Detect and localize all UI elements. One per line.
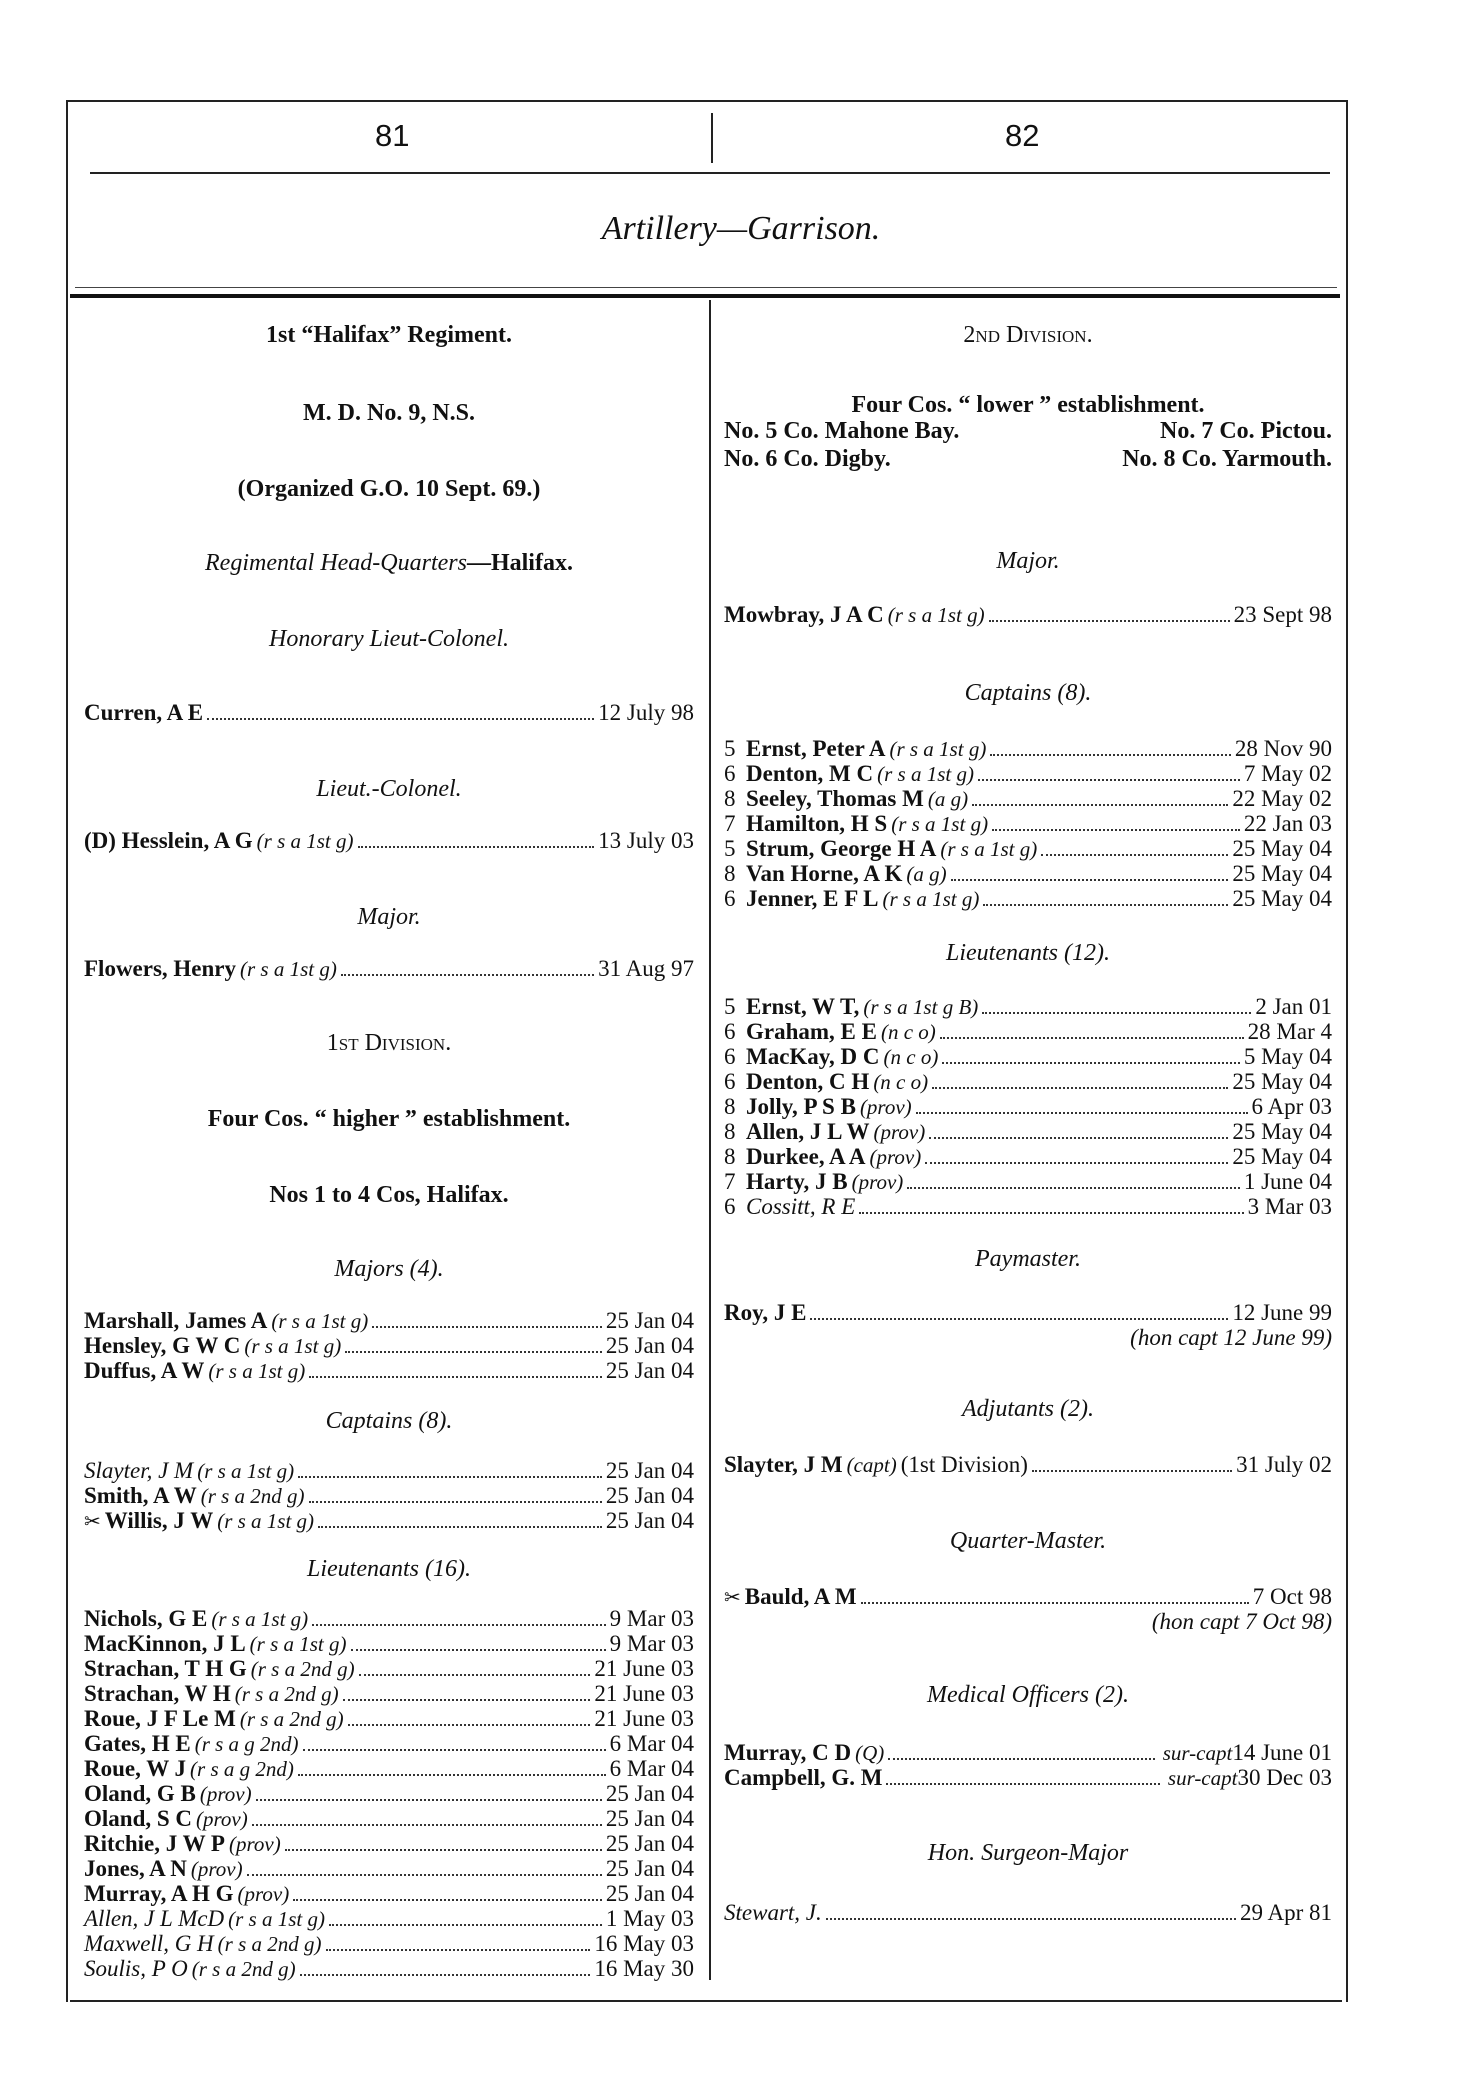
- hon-surgeon-heading: Hon. Surgeon-Major: [927, 1840, 1129, 1866]
- entry-note: (r s a 1st g): [244, 1334, 342, 1358]
- entry-date: 21 June 03: [594, 1681, 694, 1706]
- entry-leader: [942, 1061, 1240, 1064]
- entry-date: 25 Jan 04: [605, 1458, 694, 1483]
- entry-note: (r s a 1st g): [217, 1509, 315, 1533]
- division-establishment: Four Cos. “ higher ” establishment.: [207, 1106, 571, 1132]
- entry-leader: [886, 1782, 1159, 1785]
- entry-note: (r s a 2nd g): [234, 1682, 339, 1706]
- entry-name: Ernst, W T,: [746, 994, 860, 1019]
- entry-company: 5: [724, 994, 736, 1019]
- entry-note: (prov): [873, 1120, 926, 1144]
- entry-name: Nichols, G E: [84, 1606, 208, 1631]
- entry-leader: [940, 1036, 1244, 1039]
- list-item: [84, 1931, 694, 1956]
- major-2-entry: Mowbray, J A C (r s a 1st g) 23 Sept 98: [724, 602, 1332, 627]
- entry-name: Seeley, Thomas M: [746, 786, 924, 811]
- entry-date: 21 June 03: [594, 1656, 694, 1681]
- majors-list: [84, 1308, 694, 1383]
- entry-name: Marshall, James A: [84, 1308, 268, 1333]
- paymaster-entry: Roy, J E 12 June 99 (hon capt 12 June 99): [724, 1300, 1332, 1350]
- entry-date: 25 May 04: [1232, 861, 1332, 886]
- entry-leader: [990, 753, 1231, 756]
- list-item: [84, 1656, 694, 1681]
- entry-company: 8: [724, 1094, 736, 1119]
- list-item: [724, 1044, 1332, 1069]
- entry-name: Graham, E E: [746, 1019, 877, 1044]
- title-rule-thin: [75, 287, 1337, 288]
- lt-col-heading: Lieut.-Colonel.: [316, 776, 462, 802]
- entry-name: Ernst, Peter A: [746, 736, 886, 761]
- paymaster-sub: (hon capt 12 June 99): [1130, 1325, 1332, 1350]
- entry-company: 6: [724, 1194, 736, 1219]
- entry-name: Cossitt, R E: [746, 1194, 856, 1219]
- list-item: [84, 1756, 694, 1781]
- entry-leader: [329, 1923, 602, 1926]
- entry-leader: [247, 1873, 602, 1876]
- entry-name: Slayter, J M: [84, 1458, 194, 1483]
- entry-date: 25 Jan 04: [605, 1333, 694, 1358]
- entry-company: 7: [724, 811, 736, 836]
- list-item: [84, 1806, 694, 1831]
- entry-date: 25 Jan 04: [605, 1831, 694, 1856]
- entry-date: 25 Jan 04: [605, 1881, 694, 1906]
- list-item: [84, 1458, 694, 1483]
- list-item: [84, 1333, 694, 1358]
- lt-col-entry: (D) Hesslein, A G (r s a 1st g) 13 July 03: [84, 828, 694, 853]
- entry-name: Jenner, E F L: [746, 886, 879, 911]
- entry-company: 7: [724, 1169, 736, 1194]
- entry-date: 25 Jan 04: [605, 1856, 694, 1881]
- list-item: [724, 1740, 1332, 1765]
- captains-list: [84, 1458, 694, 1533]
- lieutenants-list: [84, 1606, 694, 1981]
- entry-date: 25 Jan 04: [605, 1781, 694, 1806]
- entry-leader: [372, 1325, 602, 1328]
- entry-date: 6 Mar 04: [609, 1731, 694, 1756]
- entry-date: 6 Apr 03: [1251, 1094, 1332, 1119]
- entry-company: 8: [724, 861, 736, 886]
- entry-date: 9 Mar 03: [609, 1631, 694, 1656]
- entry-note: (n c o): [883, 1045, 939, 1069]
- entry-name: Harty, J B: [746, 1169, 848, 1194]
- entry-note: (r s a 1st g): [940, 837, 1038, 861]
- list-item: [84, 1906, 694, 1931]
- entry-company: 6: [724, 1044, 736, 1069]
- entry-leader: [293, 1898, 602, 1901]
- column-divider: [709, 300, 711, 1980]
- entry-date: 25 Jan 04: [605, 1806, 694, 1831]
- entry-leader: [929, 1136, 1228, 1139]
- hq-line: [84, 550, 694, 577]
- division-cos: Nos 1 to 4 Cos, Halifax.: [269, 1182, 509, 1208]
- entry-name: Murray, C D: [724, 1740, 852, 1765]
- entry-leader: [309, 1500, 602, 1503]
- list-item: [724, 1169, 1332, 1194]
- entry-date: 25 Jan 04: [605, 1508, 694, 1533]
- entry-date: 5 May 04: [1243, 1044, 1332, 1069]
- entry-note: (prov): [237, 1882, 290, 1906]
- list-item: [724, 836, 1332, 861]
- hq-place: —Halifax.: [466, 550, 573, 576]
- entry-date: 21 June 03: [594, 1706, 694, 1731]
- entry-name: Willis, J W: [104, 1508, 214, 1533]
- entry-date: 25 May 04: [1232, 836, 1332, 861]
- entry-note: (r s a 2nd g): [191, 1957, 296, 1981]
- entry-leader: [303, 1748, 606, 1751]
- entry-date: 1 May 03: [605, 1906, 694, 1931]
- hon-lt-col-heading: Honorary Lieut-Colonel.: [269, 626, 509, 652]
- entry-leader: [298, 1475, 602, 1478]
- major-heading: Major.: [357, 904, 421, 930]
- entry-name: Van Horne, A K: [746, 861, 903, 886]
- page-number-left: 81: [375, 118, 410, 153]
- entry-note: (n c o): [880, 1020, 936, 1044]
- scissors-icon: ✂: [724, 1587, 741, 1609]
- captains-2-list: [724, 736, 1332, 911]
- entry-note: (r s a 1st g): [249, 1632, 347, 1656]
- list-item: [84, 1508, 694, 1533]
- adjutants-heading: Adjutants (2).: [962, 1396, 1094, 1422]
- list-item: [84, 1606, 694, 1631]
- entry-name: Hensley, G W C: [84, 1333, 241, 1358]
- scissors-icon: ✂: [84, 1511, 101, 1533]
- entry-name: Maxwell, G H: [84, 1931, 214, 1956]
- entry-leader: [992, 828, 1240, 831]
- entry-note: (prov): [228, 1832, 281, 1856]
- entry-date: 30 Dec 03: [1237, 1765, 1332, 1790]
- entry-company: 5: [724, 736, 736, 761]
- entry-date: 3 Mar 03: [1247, 1194, 1332, 1219]
- entry-name: Jolly, P S B: [746, 1094, 856, 1119]
- list-item: [724, 1194, 1332, 1219]
- cos-line-1: No. 5 Co. Mahone Bay. No. 7 Co. Pictou.: [724, 418, 1332, 444]
- entry-note: (r s a 1st g): [197, 1459, 295, 1483]
- entry-leader: [343, 1698, 591, 1701]
- entry-date: 25 May 04: [1232, 886, 1332, 911]
- entry-note: (r s a 2nd g): [217, 1932, 322, 1956]
- page-number-divider: [711, 113, 713, 163]
- entry-name: Roue, W J: [84, 1756, 187, 1781]
- list-item: [84, 1483, 694, 1508]
- entry-note: (prov): [851, 1170, 904, 1194]
- majors-heading: Majors (4).: [334, 1256, 444, 1282]
- entry-date: 25 Jan 04: [605, 1483, 694, 1508]
- entry-leader: [1041, 853, 1228, 856]
- list-item: [724, 886, 1332, 911]
- entry-date: 22 May 02: [1232, 786, 1332, 811]
- list-item: [724, 736, 1332, 761]
- major-entry: Flowers, Henry (r s a 1st g) 31 Aug 97: [84, 956, 694, 981]
- entry-name: Strachan, T H G: [84, 1656, 247, 1681]
- entry-note: (prov): [859, 1095, 912, 1119]
- entry-date: 16 May 30: [594, 1956, 694, 1981]
- list-item: [84, 1781, 694, 1806]
- entry-name: Allen, J L McD: [84, 1906, 225, 1931]
- entry-name: Campbell, G. M: [724, 1765, 883, 1790]
- adjutant-entry: Slayter, J M (capt) (1st Division) 31 July 02: [724, 1452, 1332, 1477]
- entry-leader: [318, 1525, 602, 1528]
- entry-note: (r s a 2nd g): [239, 1707, 344, 1731]
- list-item: [84, 1706, 694, 1731]
- entry-date: 28 Mar 4: [1247, 1019, 1332, 1044]
- entry-date: 2 Jan 01: [1255, 994, 1332, 1019]
- list-item: [84, 1731, 694, 1756]
- entry-note: (prov): [190, 1857, 243, 1881]
- cos-line-2: No. 6 Co. Digby. No. 8 Co. Yarmouth.: [724, 446, 1332, 472]
- entry-name: Allen, J L W: [746, 1119, 870, 1144]
- list-item: [84, 1956, 694, 1981]
- list-item: [724, 861, 1332, 886]
- regiment-title: 1st “Halifax” Regiment.: [266, 322, 512, 348]
- title-rule-thick: [70, 294, 1340, 298]
- entry-name: Soulis, P O: [84, 1956, 188, 1981]
- entry-name: Oland, G B: [84, 1781, 196, 1806]
- entry-company: 8: [724, 1119, 736, 1144]
- entry-name: Smith, A W: [84, 1483, 197, 1508]
- entry-rank: sur-capt: [1162, 1741, 1233, 1765]
- division-2-heading: 2nd Division.: [963, 322, 1093, 348]
- lieutenants-heading: Lieutenants (16).: [307, 1556, 471, 1582]
- list-item: [84, 1856, 694, 1881]
- entry-date: 9 Mar 03: [609, 1606, 694, 1631]
- entry-note: (r s a 1st g B): [863, 995, 979, 1019]
- entry-note: (r s a g 2nd): [194, 1732, 299, 1756]
- entry-note: (r s a 1st g): [271, 1309, 369, 1333]
- paymaster-heading: Paymaster.: [975, 1246, 1081, 1272]
- entry-name: MacKinnon, J L: [84, 1631, 246, 1656]
- entry-company: 5: [724, 836, 736, 861]
- section-title: Artillery—Garrison.: [601, 210, 881, 247]
- entry-date: 25 Jan 04: [605, 1358, 694, 1383]
- entry-leader: [925, 1161, 1228, 1164]
- entry-note: (r s a 1st g): [877, 762, 974, 786]
- entry-name: MacKay, D C: [746, 1044, 880, 1069]
- entry-note: (n c o): [873, 1070, 929, 1094]
- entry-note: (a g): [906, 862, 947, 886]
- division-heading: 1st Division.: [326, 1030, 452, 1056]
- entry-leader: [916, 1111, 1248, 1114]
- list-item: [84, 1631, 694, 1656]
- entry-company: 6: [724, 761, 736, 786]
- qm-heading: Quarter-Master.: [949, 1528, 1107, 1554]
- lieutenants-2-list: [724, 994, 1332, 1219]
- entry-name: Duffus, A W: [84, 1358, 205, 1383]
- list-item: [724, 786, 1332, 811]
- list-item: [724, 1119, 1332, 1144]
- entry-date: 6 Mar 04: [609, 1756, 694, 1781]
- entry-leader: [978, 778, 1240, 781]
- page-number-right: 82: [1005, 118, 1040, 153]
- hon-lt-col-entry: Curren, A E 12 July 98: [84, 700, 694, 725]
- entry-leader: [351, 1648, 606, 1651]
- entry-note: (r s a g 2nd): [190, 1757, 294, 1781]
- captains-2-heading: Captains (8).: [964, 680, 1092, 706]
- entry-note: (prov): [199, 1782, 252, 1806]
- entry-leader: [309, 1375, 602, 1378]
- entry-note: (r s a 2nd g): [250, 1657, 355, 1681]
- entry-date: 28 Nov 90: [1234, 736, 1332, 761]
- list-item: [724, 994, 1332, 1019]
- list-item: [724, 1069, 1332, 1094]
- entry-name: Murray, A H G: [84, 1881, 234, 1906]
- list-item: [724, 761, 1332, 786]
- entry-note: (r s a 2nd g): [200, 1484, 305, 1508]
- qm-entry: ✂ Bauld, A M 7 Oct 98 (hon capt 7 Oct 98): [724, 1584, 1332, 1634]
- entry-leader: [983, 903, 1228, 906]
- entry-date: 25 May 04: [1232, 1069, 1332, 1094]
- entry-name: Durkee, A A: [746, 1144, 866, 1169]
- list-item: [724, 1144, 1332, 1169]
- entry-note: (r s a 1st g): [228, 1907, 325, 1931]
- qm-sub: (hon capt 7 Oct 98): [1151, 1609, 1332, 1634]
- entry-leader: [300, 1973, 591, 1976]
- entry-note: (a g): [927, 787, 969, 811]
- division-2-establishment: Four Cos. “ lower ” establishment.: [851, 392, 1205, 418]
- entry-leader: [932, 1086, 1228, 1089]
- entry-leader: [348, 1723, 591, 1726]
- entry-company: 6: [724, 1069, 736, 1094]
- entry-name: Jones, A N: [84, 1856, 187, 1881]
- entry-note: (r s a 1st g): [211, 1607, 309, 1631]
- bottom-rule: [70, 2000, 1342, 2002]
- entry-note: (Q): [855, 1741, 885, 1765]
- list-item: [84, 1881, 694, 1906]
- entry-date: 22 Jan 03: [1243, 811, 1332, 836]
- list-item: [724, 1765, 1332, 1790]
- list-item: [724, 811, 1332, 836]
- district: M. D. No. 9, N.S.: [303, 400, 475, 426]
- entry-company: 6: [724, 886, 736, 911]
- entry-company: 8: [724, 786, 736, 811]
- hon-surgeon-entry: Stewart, J. 29 Apr 81: [724, 1900, 1332, 1925]
- entry-company: 6: [724, 1019, 736, 1044]
- entry-leader: [888, 1757, 1154, 1760]
- entry-name: Denton, C H: [746, 1069, 870, 1094]
- entry-note: (r s a 1st g): [891, 812, 989, 836]
- entry-date: 16 May 03: [594, 1931, 694, 1956]
- lieutenants-2-heading: Lieutenants (12).: [946, 940, 1110, 966]
- organized-note: (Organized G.O. 10 Sept. 69.): [237, 476, 541, 502]
- list-item: [84, 1831, 694, 1856]
- entry-note: (r s a 1st g): [882, 887, 980, 911]
- entry-date: 25 May 04: [1232, 1119, 1332, 1144]
- entry-date: 14 June 01: [1232, 1740, 1332, 1765]
- entry-note: (r s a 1st g): [208, 1359, 306, 1383]
- entry-name: Strum, George H A: [746, 836, 937, 861]
- medical-heading: Medical Officers (2).: [927, 1682, 1129, 1708]
- list-item: [84, 1308, 694, 1333]
- entry-leader: [972, 803, 1228, 806]
- list-item: [84, 1358, 694, 1383]
- entry-note: (prov): [869, 1145, 922, 1169]
- entry-leader: [312, 1623, 606, 1626]
- captains-heading: Captains (8).: [325, 1408, 453, 1434]
- entry-note: (r s a 1st g): [889, 737, 987, 761]
- entry-company: 8: [724, 1144, 736, 1169]
- entry-leader: [951, 878, 1229, 881]
- entry-date: 25 May 04: [1232, 1144, 1332, 1169]
- entry-date: 7 May 02: [1243, 761, 1332, 786]
- entry-name: Oland, S C: [84, 1806, 193, 1831]
- entry-name: Denton, M C: [746, 761, 874, 786]
- entry-rank: sur-capt: [1167, 1766, 1238, 1790]
- header-rule: [90, 172, 1330, 174]
- medical-list: [724, 1740, 1332, 1790]
- entry-name: Gates, H E: [84, 1731, 191, 1756]
- entry-date: 25 Jan 04: [605, 1308, 694, 1333]
- list-item: [724, 1094, 1332, 1119]
- entry-leader: [298, 1773, 606, 1776]
- entry-name: Hamilton, H S: [746, 811, 888, 836]
- list-item: [724, 1019, 1332, 1044]
- hq-label: Regimental Head-Quarters: [205, 550, 467, 576]
- list-item: [84, 1681, 694, 1706]
- entry-name: Roue, J F Le M: [84, 1706, 236, 1731]
- entry-name: Ritchie, J W P: [84, 1831, 225, 1856]
- entry-leader: [326, 1948, 591, 1951]
- entry-leader: [859, 1211, 1243, 1214]
- entry-note: (prov): [196, 1807, 248, 1831]
- entry-leader: [285, 1848, 602, 1851]
- entry-leader: [345, 1350, 602, 1353]
- entry-leader: [256, 1798, 602, 1801]
- entry-leader: [252, 1823, 602, 1826]
- entry-leader: [907, 1186, 1240, 1189]
- entry-leader: [982, 1011, 1251, 1014]
- entry-date: 1 June 04: [1243, 1169, 1332, 1194]
- entry-name: Strachan, W H: [84, 1681, 231, 1706]
- entry-leader: [359, 1673, 591, 1676]
- major-2-heading: Major.: [996, 548, 1060, 574]
